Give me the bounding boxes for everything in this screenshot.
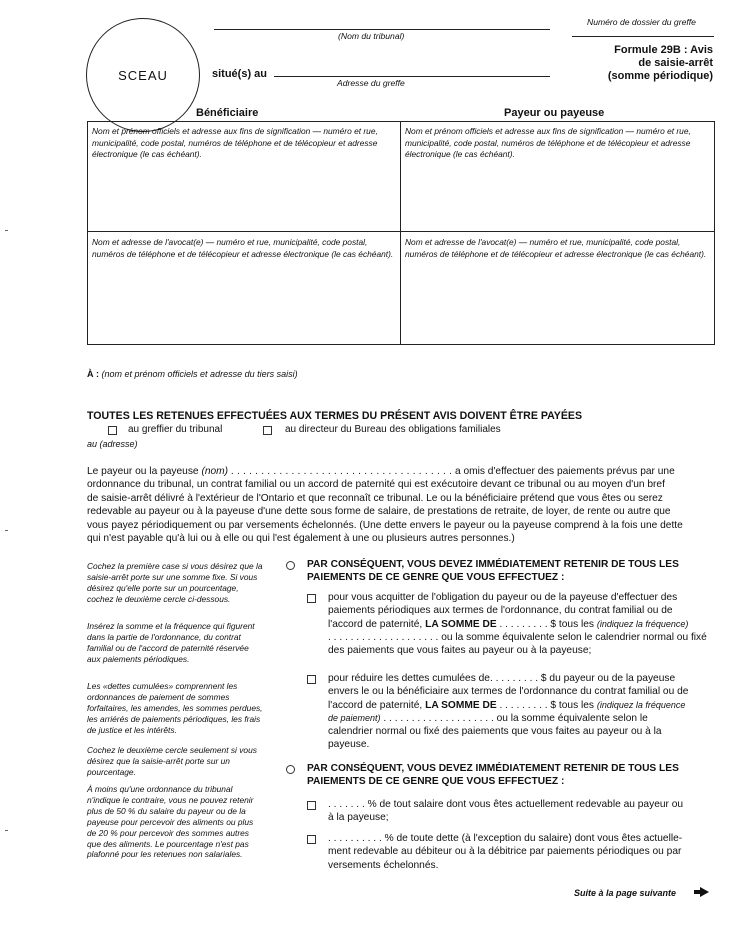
fixed-item1-l1: pour vous acquitter de l'obligation du payeur ou de la payeuse d'effectuer des bbox=[328, 592, 678, 603]
main-l4: redevable au payeur ou à la payeuse d'une dette sous forme de salaire, de prestations de retraite, de loyer, de rente ou autre que bbox=[87, 506, 671, 518]
fixed-item2 bbox=[328, 672, 688, 752]
payor-info-caption: Nom et prénom officiels et adresse aux fins de signification — numéro et rue, municipalité, code postal, numéros de téléphone et de télécopieur et adresse électronique (le cas échéant). bbox=[405, 126, 691, 159]
sidebar-note-2: Insérez la somme et la fréquence qui figurent dans la partie de l'ordonnance, du contrat familial ou de l'accord de paternité réservée aux paiements périodiques. bbox=[87, 621, 255, 664]
main-lead-caption: (nom) bbox=[201, 466, 229, 477]
scan-mark bbox=[5, 530, 8, 531]
payor-name-field[interactable]: . . . . . . . . . . . . . . . . . . . . . . . . . . . . . . . . . . . . . bbox=[230, 466, 453, 477]
court-address-caption: Adresse du greffe bbox=[337, 78, 405, 88]
fixed-frequency-field[interactable]: . . . . . . . . . . . . . . . . . . . . bbox=[328, 631, 439, 643]
main-l5: vous payez périodiquement ou par versements échelonnés. (Une dette envers le payeur ou la payeuse comprend à la fois une dette bbox=[87, 519, 683, 531]
option-director-label: au directeur du Bureau des obligations familiales bbox=[285, 424, 501, 435]
main-l3: de saisie-arrêt délivré à l'extérieur de l'Ontario et que reconnaît ce tribunal. Le ou la bénéficiaire prétend que vous êtes ou serez bbox=[87, 492, 663, 504]
address-caption: au (adresse) bbox=[87, 439, 138, 449]
percentage-heading-l1: PAR CONSÉQUENT, VOUS DEVEZ IMMÉDIATEMENT RETENIR DE TOUS LES bbox=[307, 763, 679, 774]
debt-percentage-field[interactable]: . . . . . . . . . . % de toute dette (à l'exception du salaire) dont vous êtes actuelle- bbox=[328, 833, 683, 844]
continued-label: Suite à la page suivante bbox=[574, 888, 677, 898]
payor-info-field[interactable] bbox=[405, 126, 709, 226]
sidebar-note-3: Les «dettes cumulées» comprennent les ordonnances de paiement de sommes forfaitaires, les amendes, les sommes perdues, les arriérés de paiements périodiques, les frais de justice et les intérêts. bbox=[87, 681, 263, 735]
located-at-label: situé(s) au bbox=[212, 68, 268, 80]
to-field[interactable] bbox=[87, 369, 587, 383]
main-lead: Le payeur ou la payeuse bbox=[87, 466, 199, 477]
sidebar-note-5: À moins qu'une ordonnance du tribunal n'indique le contraire, vous ne pouvez retenir plus de 50 % du salaire du payeur ou de la payeuse pour percevoir des aliments ou plus de 20 % pour percevoir des sommes autres que des aliments. Le pourcentage n'est pas plafonné pour les retenues non salariales. bbox=[87, 784, 254, 860]
beneficiary-info-caption: Nom et prénom officiels et adresse aux fins de signification — numéro et rue, municipalité, code postal, numéros de téléphone et de télécopieur et adresse électronique (le cas échéant). bbox=[92, 126, 378, 159]
option-director-checkbox[interactable] bbox=[263, 426, 272, 435]
main-l2: ordonnance du tribunal, un contrat familial ou un accord de paternité qui est exécutoire devant ce tribunal ou au moyen d'un bref bbox=[87, 479, 665, 491]
fixed-item2-l1[interactable]: pour réduire les dettes cumulées de. . . . . . . . . $ du payeur ou de la payeuse bbox=[328, 673, 676, 684]
beneficiary-lawyer-field[interactable] bbox=[92, 237, 394, 337]
court-name-caption: (Nom du tribunal) bbox=[338, 31, 405, 41]
salary-percentage-field[interactable]: . . . . . . . % de tout salaire dont vous êtes actuellement redevable au payeur ou bbox=[328, 799, 684, 810]
percentage-heading bbox=[307, 762, 679, 788]
fixed-item1-l4b: ou la somme équivalente selon le calendrier normal ou fixé bbox=[441, 631, 707, 643]
fixed-item2-l3d: (indiquez la fréquence bbox=[596, 699, 686, 710]
fixed-item2-l2: envers le ou la bénéficiaire aux termes de l'ordonnance du contrat familial ou de bbox=[328, 686, 689, 698]
beneficiary-info-field[interactable] bbox=[92, 126, 394, 226]
payor-lawyer-caption: Nom et adresse de l'avocat(e) — numéro et rue, municipalité, code postal, numéros de téléphone et de télécopieur et adresse électronique (le cas échéant). bbox=[405, 237, 707, 259]
fixed-heading-l1: PAR CONSÉQUENT, VOUS DEVEZ IMMÉDIATEMENT RETENIR DE TOUS LES bbox=[307, 559, 679, 570]
fixed-item2-l4a: de paiement) bbox=[328, 712, 381, 723]
percentage-item1-checkbox[interactable] bbox=[307, 801, 316, 810]
percentage-item1-l2: à la payeuse; bbox=[328, 812, 389, 824]
percentage-heading-l2: PAIEMENTS DE CE GENRE QUE VOUS EFFECTUEZ : bbox=[307, 776, 565, 787]
fixed-item2-l4c: ou la somme équivalente selon le bbox=[496, 712, 648, 724]
percentage-item2-l3: versements échelonnés. bbox=[328, 859, 439, 871]
fixed-item2-l5: calendrier normal ou fixé des paiements que vous faites au payeur ou à la bbox=[328, 726, 662, 738]
payor-lawyer-field[interactable] bbox=[405, 237, 709, 337]
fixed-item1-l5: des paiements que vous faites au payeur ou à la payeuse; bbox=[328, 645, 592, 657]
to-caption: (nom et prénom officiels et adresse du tiers saisi) bbox=[101, 369, 298, 379]
form-title-line2: de saisie-arrêt bbox=[638, 57, 713, 69]
court-address-line[interactable] bbox=[274, 76, 550, 77]
fixed-item2-l3b: LA SOMME DE bbox=[425, 699, 497, 711]
fixed-item1 bbox=[328, 591, 707, 657]
fixed-item1-l3d: (indiquez la fréquence) bbox=[596, 618, 689, 629]
file-number-caption: Numéro de dossier du greffe bbox=[587, 17, 696, 27]
seal-label: SCEAU bbox=[118, 67, 168, 83]
fixed-item1-l3a: l'accord de paternité, bbox=[328, 618, 423, 630]
payor-header: Payeur ou payeuse bbox=[504, 107, 605, 119]
fixed-item1-l3b: LA SOMME DE bbox=[425, 618, 497, 630]
scan-mark bbox=[5, 830, 8, 831]
form-title bbox=[560, 44, 713, 83]
arrears-amount-field[interactable]: . . . . . . . . . $ tous les bbox=[499, 699, 595, 711]
main-l1-tail: a omis d'effectuer des paiements prévus par une bbox=[454, 466, 675, 477]
beneficiary-header: Bénéficiaire bbox=[196, 107, 259, 119]
main-paragraph bbox=[87, 465, 715, 545]
fixed-heading-l2: PAIEMENTS DE CE GENRE QUE VOUS EFFECTUEZ : bbox=[307, 572, 565, 583]
percentage-item2-checkbox[interactable] bbox=[307, 835, 316, 844]
fixed-heading bbox=[307, 558, 679, 584]
arrears-frequency-field[interactable]: . . . . . . . . . . . . . . . . . . . . bbox=[383, 712, 494, 724]
option-clerk-checkbox[interactable] bbox=[108, 426, 117, 435]
main-l6: qui n'est payable qu'à lui ou à elle ou qui l'est également à une ou plusieurs autres personnes.) bbox=[87, 533, 515, 545]
beneficiary-lawyer-caption: Nom et adresse de l'avocat(e) — numéro et rue, municipalité, code postal, numéros de téléphone et de télécopieur et adresse électronique (le cas échéant). bbox=[92, 237, 394, 259]
sidebar-note-1: Cochez la première case si vous désirez que la saisie-arrêt porte sur une somme fixe. Si vous désirez qu'elle porte sur un pourcentage, cochez le deuxième cercle ci-dessous. bbox=[87, 561, 263, 604]
fixed-amount-field[interactable]: . . . . . . . . . $ tous les bbox=[499, 618, 595, 630]
parties-table-rowline bbox=[87, 231, 714, 232]
fixed-item1-l2: paiements périodiques aux termes de l'ordonnance, du contrat familial ou de bbox=[328, 605, 673, 617]
parties-table-divider bbox=[400, 121, 401, 344]
fixed-item2-l3a: l'accord de paternité, bbox=[328, 699, 423, 711]
fixed-item2-checkbox[interactable] bbox=[307, 675, 316, 684]
percentage-item1 bbox=[328, 798, 683, 825]
fixed-item1-checkbox[interactable] bbox=[307, 594, 316, 603]
seal-placeholder bbox=[86, 18, 200, 132]
option-clerk-label: au greffier du tribunal bbox=[128, 424, 223, 435]
form-title-line3: (somme périodique) bbox=[607, 70, 713, 82]
percentage-radio[interactable] bbox=[286, 765, 295, 774]
percentage-item2 bbox=[328, 832, 682, 872]
scan-mark bbox=[5, 230, 8, 231]
court-name-line[interactable] bbox=[214, 29, 550, 30]
payment-heading: TOUTES LES RETENUES EFFECTUÉES AUX TERMES DU PRÉSENT AVIS DOIVENT ÊTRE PAYÉES bbox=[87, 410, 583, 422]
fixed-item2-l6: payeuse. bbox=[328, 739, 370, 751]
file-number-line[interactable] bbox=[572, 36, 714, 37]
percentage-item2-l2: ment redevable au débiteur ou à la débitrice par paiements périodiques ou par bbox=[328, 846, 682, 858]
fixed-amount-radio[interactable] bbox=[286, 561, 295, 570]
form-title-line1: Formule 29B : Avis bbox=[614, 44, 713, 56]
to-label: À : bbox=[87, 369, 99, 379]
sidebar-note-4: Cochez le deuxième cercle seulement si vous désirez que la saisie-arrêt porte sur un pourcentage. bbox=[87, 745, 257, 777]
